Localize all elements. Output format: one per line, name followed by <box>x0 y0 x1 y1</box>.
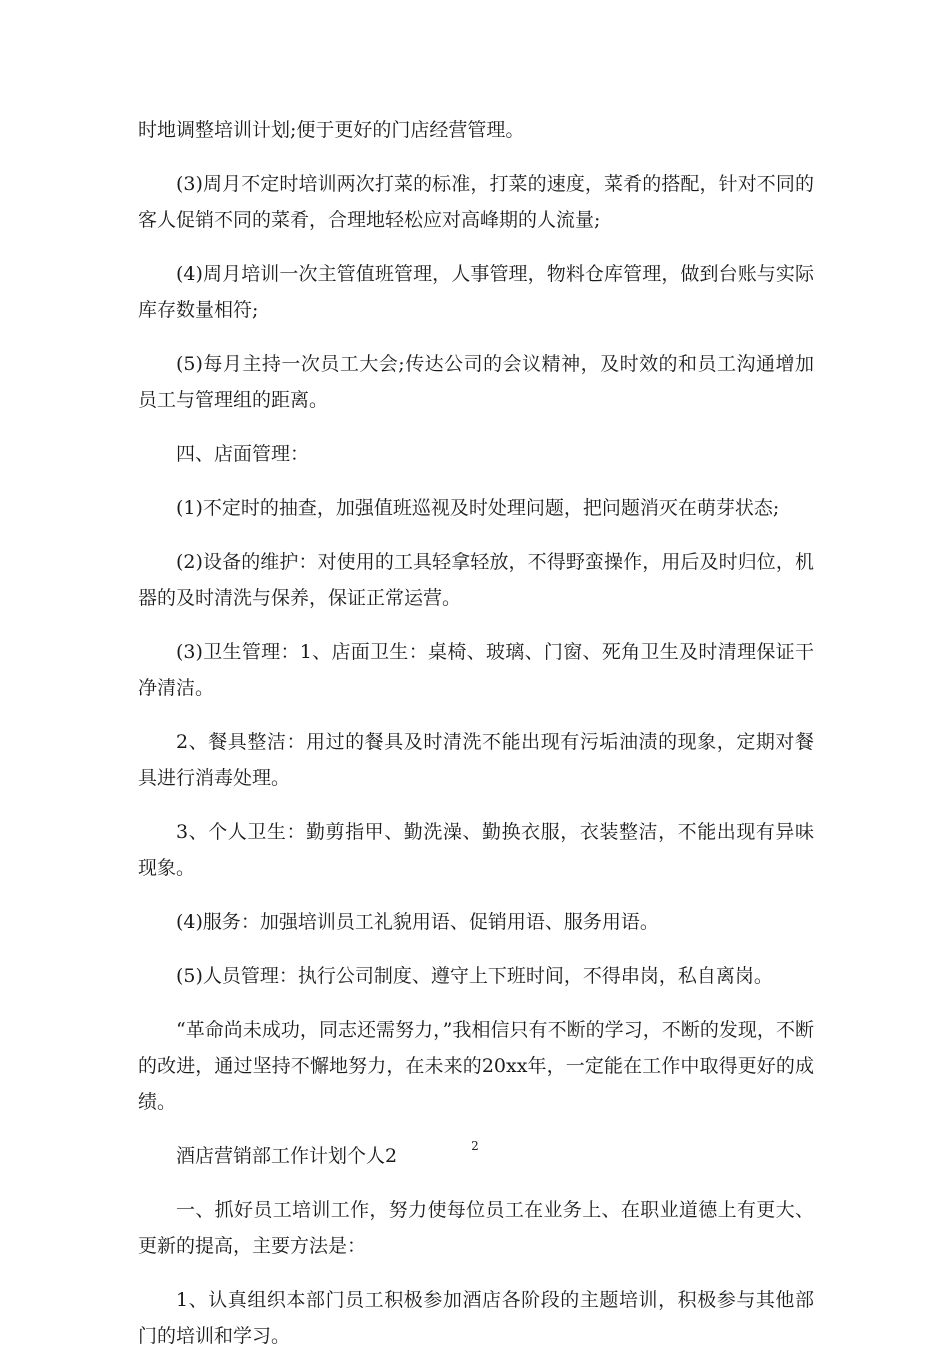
paragraph-continuation: 时地调整培训计划;便于更好的门店经营管理。 <box>138 119 525 141</box>
section-heading-store-management: 四、店面管理： <box>176 443 310 465</box>
paragraph-training-4: (4)周月培训一次主管值班管理，人事管理，物料仓库管理，做到台账与实际库存数量相符; <box>138 263 814 321</box>
paragraph-hygiene-3: 3、个人卫生：勤剪指甲、勤洗澡、勤换衣服，衣装整洁，不能出现有异味现象。 <box>138 821 814 879</box>
paragraph-plan-2-section-1: 一、抓好员工培训工作，努力使每位员工在业务上、在职业道德上有更大、更新的提高，主要方法是： <box>138 1199 814 1257</box>
paragraph-closing-quote: “革命尚未成功，同志还需努力，”我相信只有不断的学习，不断的发现，不断的改进，通过坚持不懈地努力，在未来的20xx年，一定能在工作中取得更好的成绩。 <box>138 1019 814 1113</box>
section-title-plan-2: 酒店营销部工作计划个人2 <box>176 1145 398 1167</box>
page-number: 2 <box>471 1139 479 1153</box>
paragraph-hygiene-2: 2、餐具整洁：用过的餐具及时清洗不能出现有污垢油渍的现象，定期对餐具进行消毒处理。 <box>138 731 814 789</box>
document-body <box>138 112 814 1372</box>
paragraph-training-3: (3)周月不定时培训两次打菜的标准，打菜的速度，菜肴的搭配，针对不同的客人促销不同的菜肴，合理地轻松应对高峰期的人流量; <box>138 173 814 231</box>
paragraph-store-1: (1)不定时的抽查，加强值班巡视及时处理问题，把问题消灭在萌芽状态; <box>176 497 780 519</box>
paragraph-store-3: (3)卫生管理：1、店面卫生：桌椅、玻璃、门窗、死角卫生及时清理保证干净清洁。 <box>138 641 814 699</box>
paragraph-store-2: (2)设备的维护：对使用的工具轻拿轻放，不得野蛮操作，用后及时归位，机器的及时清洗与保养，保证正常运营。 <box>138 551 814 609</box>
paragraph-store-5: (5)人员管理：执行公司制度、遵守上下班时间，不得串岗，私自离岗。 <box>176 965 773 987</box>
paragraph-plan-2-item-1: 1、认真组织本部门员工积极参加酒店各阶段的主题培训，积极参与其他部门的培训和学习。 <box>138 1289 814 1347</box>
paragraph-store-4: (4)服务：加强培训员工礼貌用语、促销用语、服务用语。 <box>176 911 659 933</box>
paragraph-training-5: (5)每月主持一次员工大会;传达公司的会议精神，及时效的和员工沟通增加员工与管理组的距离。 <box>138 353 814 411</box>
